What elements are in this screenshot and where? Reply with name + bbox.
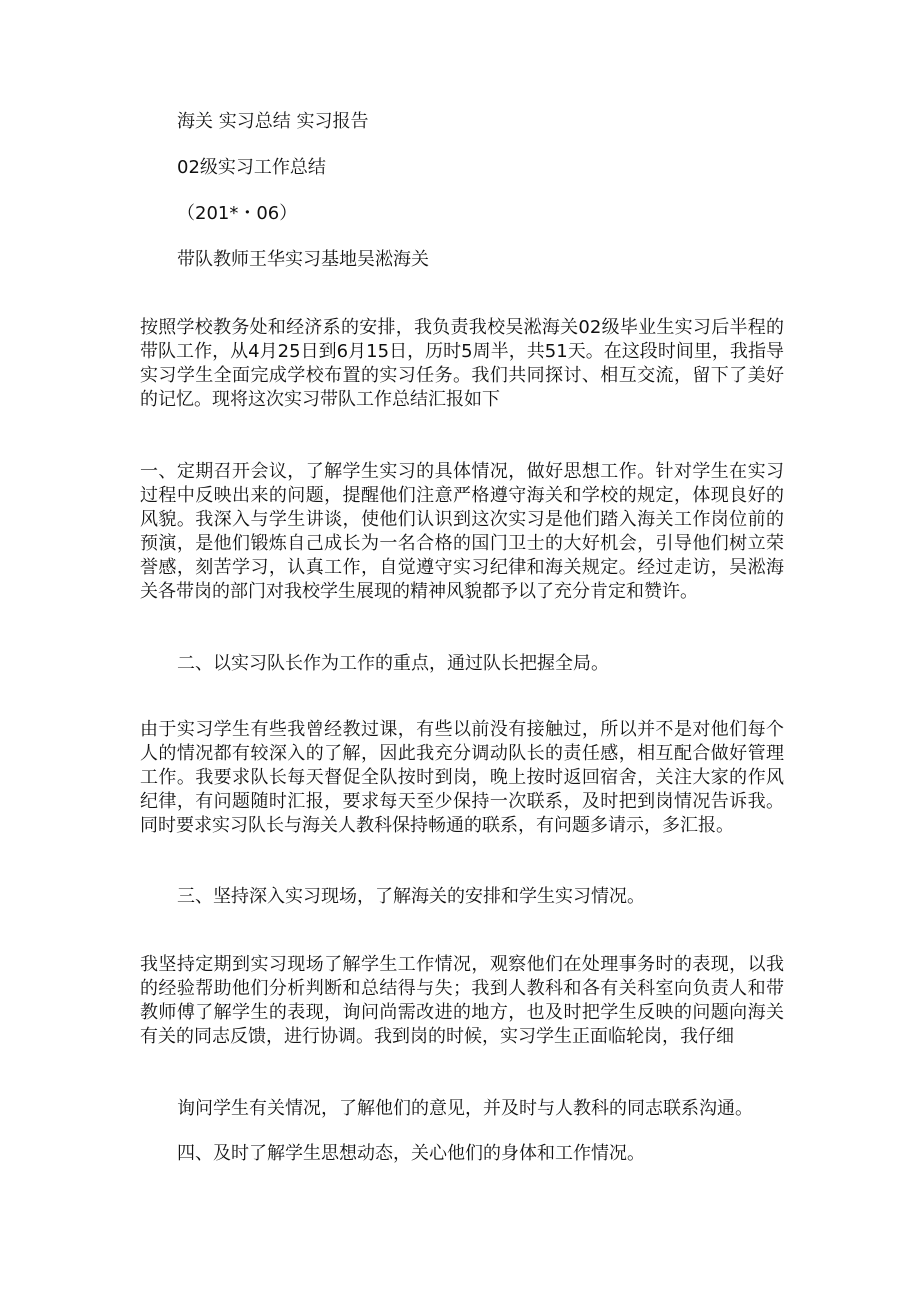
doc-subtitle: 02级实习工作总结	[177, 157, 326, 178]
section2-heading: 二、以实习队长作为工作的重点，通过队长把握全局。	[177, 653, 609, 674]
section4-heading: 四、及时了解学生思想动态，关心他们的身体和工作情况。	[177, 1143, 645, 1164]
doc-date: （201*・06）	[177, 203, 298, 224]
section3-heading: 三、坚持深入实习现场，了解海关的安排和学生实习情况。	[177, 886, 645, 907]
doc-title: 海关 实习总结 实习报告	[177, 111, 369, 132]
section3-paragraph: 我坚持定期到实习现场了解学生工作情况，观察他们在处理事务时的表现，以我的经验帮助他们分析判断和总结得与失；我到人教科和各有关科室向负责人和带教师傅了解学生的表现，询问尚需改进的地方，也及时把学生反映的问题向海关有关的同志反馈，进行协调。我到岗的时候，实习学生正面临轮岗，我仔细	[140, 954, 784, 1047]
doc-author-line: 带队教师王华实习基地吴淞海关	[177, 249, 429, 270]
intro-paragraph: 按照学校教务处和经济系的安排，我负责我校吴淞海关02级毕业生实习后半程的带队工作，从4月25日到6月15日，历时5周半，共51天。在这段时间里，我指导实习学生全面完成学校布置的实习任务。我们共同探讨、相互交流，留下了美好的记忆。现将这次实习带队工作总结汇报如下	[140, 317, 784, 410]
section3-continuation: 询问学生有关情况，了解他们的意见，并及时与人教科的同志联系沟通。	[177, 1098, 753, 1119]
section1-paragraph: 一、定期召开会议，了解学生实习的具体情况，做好思想工作。针对学生在实习过程中反映出来的问题，提醒他们注意严格遵守海关和学校的规定，体现良好的风貌。我深入与学生讲谈，使他们认识到这次实习是他们踏入海关工作岗位前的预演，是他们锻炼自己成长为一名合格的国门卫士的大好机会，引导他们树立荣誉感，刻苦学习，认真工作，自觉遵守实习纪律和海关规定。经过走访，吴淞海关各带岗的部门对我校学生展现的精神风貌都予以了充分肯定和赞许。	[140, 461, 784, 602]
section2-paragraph: 由于实习学生有些我曾经教过课，有些以前没有接触过，所以并不是对他们每个人的情况都有较深入的了解，因此我充分调动队长的责任感，相互配合做好管理工作。我要求队长每天督促全队按时到岗，晚上按时返回宿舍，关注大家的作风纪律，有问题随时汇报，要求每天至少保持一次联系，及时把到岗情况告诉我。同时要求实习队长与海关人教科保持畅通的联系，有问题多请示，多汇报。	[140, 719, 784, 836]
